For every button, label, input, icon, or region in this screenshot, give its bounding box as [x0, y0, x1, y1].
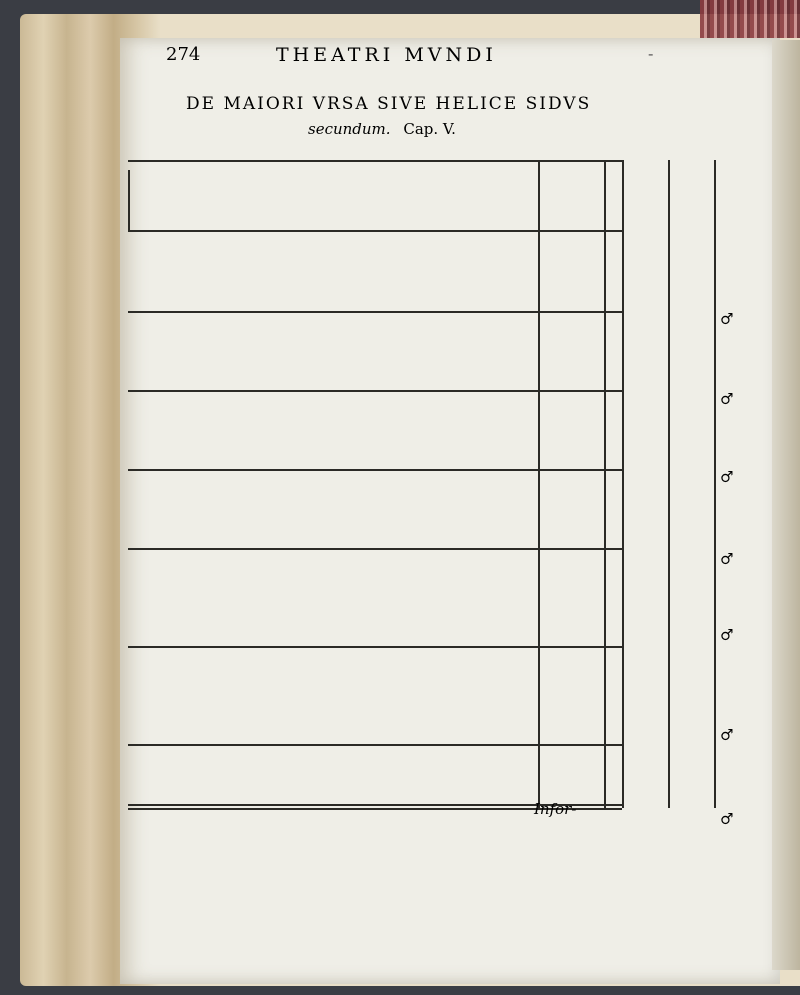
running-title: THEATRI MVNDI — [276, 44, 497, 66]
nature-symbol: ♂ — [720, 390, 734, 408]
group-rule — [128, 646, 622, 648]
subheading-text: secundum. — [308, 120, 391, 138]
group-rule — [128, 548, 622, 550]
table-column-rule — [714, 160, 716, 808]
group-rule — [128, 469, 622, 471]
nature-symbol: ♂ — [720, 468, 734, 486]
chapter-label: Cap. V. — [403, 120, 456, 138]
page-number: 274 — [166, 44, 201, 65]
header-bottom-rule — [128, 230, 622, 232]
group-rule — [128, 744, 622, 746]
table-column-rule — [668, 160, 670, 808]
group-rule — [128, 390, 622, 392]
chapter-heading: DE MAIORI VRSA SIVE HELICE SIDVS — [186, 94, 592, 114]
nature-symbol: ♂ — [720, 310, 734, 328]
nature-symbol: ♂ — [720, 810, 734, 828]
group-rule — [128, 311, 622, 313]
table-top-rule — [128, 160, 622, 162]
table-column-rule — [604, 160, 606, 808]
facing-page-edge — [772, 40, 800, 970]
nature-symbol: ♂ — [720, 726, 734, 744]
chapter-subheading — [308, 120, 456, 138]
table-right-rule — [622, 160, 624, 808]
table-column-rule — [538, 160, 540, 808]
nature-symbol: ♂ — [720, 550, 734, 568]
ribbon-marker — [700, 0, 800, 38]
table-left-bracket — [128, 170, 130, 230]
catchword: Infor- — [534, 800, 577, 818]
star-catalog-table — [128, 160, 734, 828]
running-title-ornament: - — [648, 44, 654, 63]
nature-symbol: ♂ — [720, 626, 734, 644]
